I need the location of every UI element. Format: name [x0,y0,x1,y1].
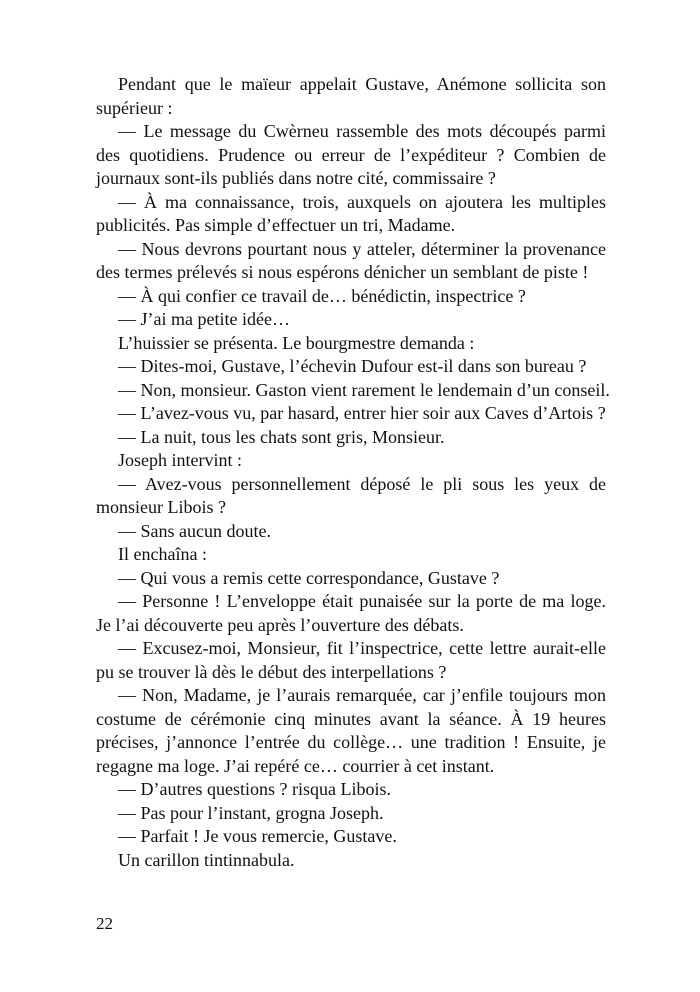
text-line: — Pas pour l’instant, grogna Joseph. [118,802,384,823]
text-line: — D’autres questions ? risqua Libois. [118,779,391,799]
text-line: Il enchaîna : [118,544,207,564]
text-line: — Dites-moi, Gustave, l’échevin Dufour est-il dans son bureau ? [118,356,587,376]
paragraph [96,402,606,426]
paragraph [96,308,606,332]
paragraph [96,473,606,520]
text-line: monsieur Libois ? [96,497,226,517]
text-line: pu se trouver là dès le début des interpellations ? [96,661,447,682]
paragraph [96,73,606,120]
text-line: — L’avez-vous vu, par hasard, entrer hier soir aux Caves d’Artois ? [118,403,606,423]
paragraph [96,802,606,826]
text-line: — La nuit, tous les chats sont gris, Monsieur. [118,426,445,447]
paragraph [96,778,606,802]
paragraph [96,426,606,450]
text-line: journaux sont-ils publiés dans notre cité, commissaire ? [96,168,496,188]
text-line: publicités. Pas simple d’effectuer un tri, Madame. [96,215,456,235]
text-line: — À qui confier ce travail de… bénédictin, inspectrice ? [118,285,526,306]
text-line: — À ma connaissance, trois, auxquels on ajoutera les multiples [118,191,606,212]
paragraph [96,120,606,191]
text-line: des quotidiens. Prudence ou erreur de l’expéditeur ? Combien de [96,144,606,165]
paragraph [96,543,606,567]
text-line: Joseph intervint : [118,450,242,470]
text-line: des termes prélevés si nous espérons dénicher un semblant de piste ! [96,262,589,282]
text-line: — Personne ! L’enveloppe était punaisée sur la porte de ma loge. [118,591,606,611]
text-line: regagne ma loge. J’ai repéré ce… courrier à cet instant. [96,755,495,776]
text-line: — Le message du Cwèrneu rassemble des mots découpés parmi [118,121,606,141]
text-line: costume de cérémonie cinq minutes avant la séance. À 19 heures [96,708,606,729]
text-line: Un carillon tintinnabula. [118,849,295,870]
paragraph [96,332,606,356]
text-line: Pendant que le maïeur appelait Gustave, Anémone sollicita son [118,74,606,94]
paragraph [96,355,606,379]
text-line: — Non, monsieur. Gaston vient rarement le lendemain d’un conseil. [118,379,610,400]
paragraph [96,238,606,285]
paragraph [96,449,606,473]
text-line: précises, j’annonce l’entrée du collège… une tradition ! Ensuite, je [96,732,606,752]
text-line: — Nous devrons pourtant nous y atteler, déterminer la provenance [118,238,606,259]
paragraph [96,590,606,637]
text-line: Je l’ai découverte peu après l’ouverture des débats. [96,614,464,635]
paragraph [96,637,606,684]
paragraph [96,567,606,591]
paragraph [96,191,606,238]
page-number: 22 [96,914,113,933]
body-text [96,73,610,872]
text-line: — Sans aucun doute. [118,520,271,541]
text-line: L’huissier se présenta. Le bourgmestre demanda : [118,332,475,353]
paragraph [96,825,606,849]
text-line: — Excusez-moi, Monsieur, fit l’inspectrice, cette lettre aurait-elle [118,638,606,658]
text-line: — Qui vous a remis cette correspondance, Gustave ? [118,567,500,588]
text-line: — Avez-vous personnellement déposé le pli sous les yeux de [118,473,606,494]
paragraph [96,520,606,544]
paragraph [96,849,606,873]
text-line: supérieur : [96,97,173,118]
text-line: — Parfait ! Je vous remercie, Gustave. [118,826,397,846]
text-line: — Non, Madame, je l’aurais remarquée, car j’enfile toujours mon [118,685,606,705]
paragraph [96,285,606,309]
text-line: — J’ai ma petite idée… [118,309,290,329]
paragraph [96,379,610,403]
paragraph [96,684,606,778]
